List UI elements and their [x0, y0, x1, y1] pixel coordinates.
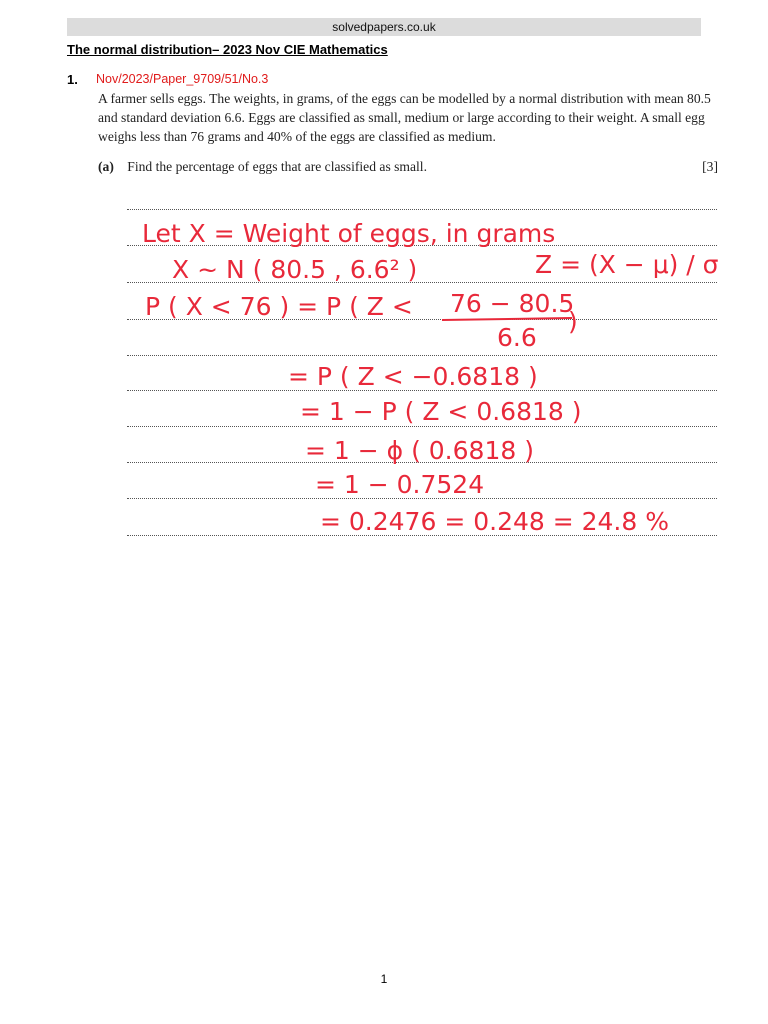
solution-line: = 0.2476 = 0.248 = 24.8 %: [320, 507, 669, 536]
solution-fraction-denominator: 6.6: [497, 323, 537, 352]
solution-line: X ~ N ( 80.5 , 6.6² ): [172, 255, 418, 284]
solution-line: = 1 − 0.7524: [315, 470, 485, 499]
solution-line: = 1 − P ( Z < 0.6818 ): [300, 397, 582, 426]
solution-formula: Z = (X − μ) / σ: [535, 250, 719, 279]
page-title: The normal distribution– 2023 Nov CIE Mathematics: [67, 42, 388, 57]
solution-line: = P ( Z < −0.6818 ): [288, 362, 538, 391]
question-text: A farmer sells eggs. The weights, in grams, of the eggs can be modelled by a normal distribution with mean 80.5 and standard deviation 6.6. Eggs are classified as small, medium or large according to their weight. A small egg weighs less than 76 grams and 40% of the eggs are classified as medium.: [98, 91, 711, 144]
part-label: (a): [98, 159, 114, 174]
part-marks: [3]: [702, 159, 718, 174]
solution-paren: ): [568, 307, 578, 336]
fraction-bar: [442, 318, 572, 320]
question-number: 1.: [67, 72, 78, 87]
site-header: solvedpapers.co.uk: [67, 18, 701, 36]
question-reference: Nov/2023/Paper_9709/51/No.3: [96, 72, 269, 86]
part-text: Find the percentage of eggs that are classified as small.: [127, 159, 427, 174]
solution-line: Let X = Weight of eggs, in grams: [142, 219, 556, 248]
page-number: 1: [380, 972, 388, 986]
solution-line: = 1 − ϕ ( 0.6818 ): [305, 436, 534, 465]
solution-line: P ( X < 76 ) = P ( Z <: [145, 292, 413, 321]
solution-fraction-numerator: 76 − 80.5: [450, 289, 575, 318]
